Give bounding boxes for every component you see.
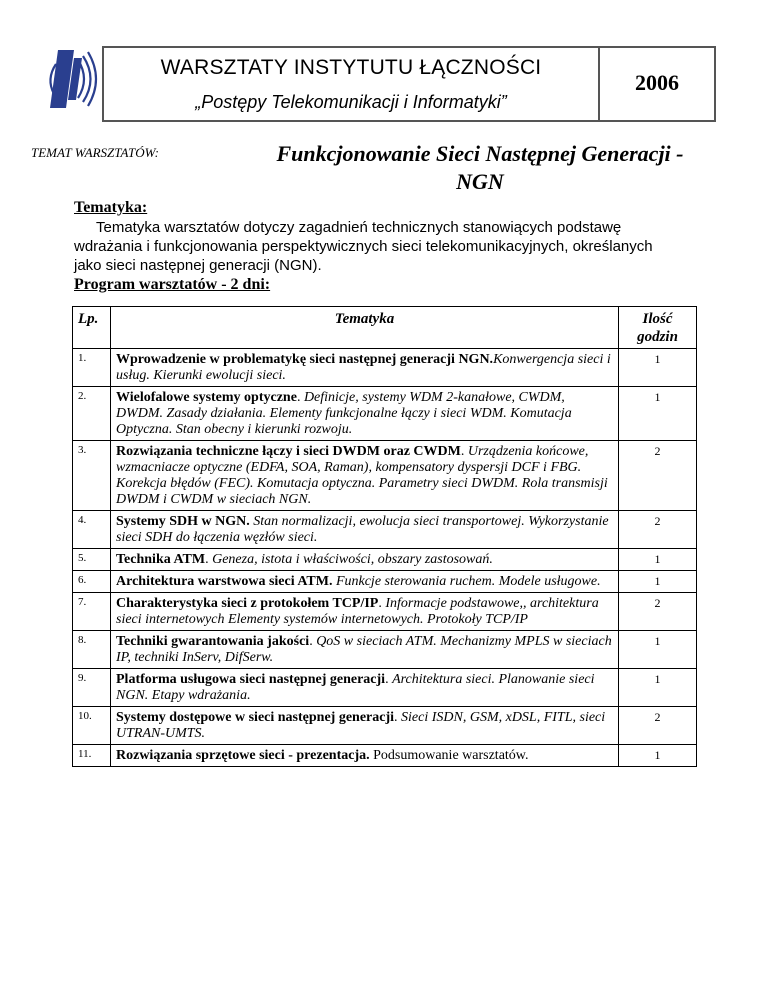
table-row — [73, 707, 697, 745]
row-topic-title: Systemy dostępowe w sieci następnej generacji — [116, 710, 395, 725]
row-topic-title: Platforma usługowa sieci następnej generacji — [116, 672, 386, 687]
row-hours: 2 — [619, 511, 697, 549]
program-table — [72, 306, 697, 767]
row-topic — [111, 669, 619, 707]
table-header-row — [73, 307, 697, 349]
row-topic-details: Stan normalizacji, ewolucja sieci transportowej. Wykorzystanie sieci SDH do łączenia węzłów sieci. — [116, 514, 609, 545]
row-topic — [111, 571, 619, 593]
workshop-subtitle: „Postępy Telekomunikacji i Informatyki” — [195, 92, 507, 112]
header-box — [102, 46, 716, 122]
row-number: 8. — [73, 631, 111, 669]
column-header-hours — [619, 307, 697, 349]
column-header-topic: Tematyka — [111, 307, 619, 349]
table-row — [73, 387, 697, 441]
row-topic-title: Systemy SDH w NGN. — [116, 514, 250, 529]
row-topic-sep: . — [296, 390, 304, 405]
row-hours: 1 — [619, 745, 697, 767]
row-number: 10. — [73, 707, 111, 745]
row-topic — [111, 349, 619, 387]
row-topic — [111, 707, 619, 745]
row-hours: 1 — [619, 549, 697, 571]
row-hours: 1 — [619, 349, 697, 387]
row-topic — [111, 631, 619, 669]
workshop-year: 2006 — [635, 70, 679, 95]
row-topic-title: Techniki gwarantowania jakości — [116, 634, 310, 649]
program-heading: Program warsztatów - 2 dni: — [74, 276, 271, 293]
row-topic — [111, 511, 619, 549]
table-row — [73, 631, 697, 669]
row-number: 1. — [73, 349, 111, 387]
topic-title-line1: Funkcjonowanie Sieci Następnej Generacji - — [276, 141, 684, 166]
row-topic — [111, 745, 619, 767]
institute-logo-icon — [44, 46, 102, 112]
row-hours: 2 — [619, 593, 697, 631]
row-topic-details: Informacje podstawowe,, architektura sieci internetowych Elementy systemów internetowych. Protokoły TCP/IP — [116, 596, 599, 627]
table-row — [73, 549, 697, 571]
row-topic-title: Technika ATM — [116, 552, 206, 567]
row-topic — [111, 387, 619, 441]
table-row — [73, 441, 697, 511]
row-topic-sep: . — [309, 634, 317, 649]
row-topic-title: Rozwiązania sprzętowe sieci - prezentacja. — [116, 748, 370, 763]
row-number: 4. — [73, 511, 111, 549]
row-topic — [111, 593, 619, 631]
row-topic-details: Funkcje sterowania ruchem. Modele usługowe. — [335, 574, 601, 589]
row-hours: 1 — [619, 631, 697, 669]
workshop-title: WARSZTATY INSTYTUTU ŁĄCZNOŚCI — [160, 56, 542, 79]
row-topic-sep: . — [385, 672, 393, 687]
row-number: 7. — [73, 593, 111, 631]
topic-title-line2: NGN — [456, 169, 504, 194]
table-row — [73, 349, 697, 387]
row-topic-sep: Podsumowanie warsztatów. — [369, 748, 529, 763]
table-row — [73, 593, 697, 631]
header-title-cell — [104, 48, 600, 120]
row-topic-title: Wprowadzenie w problematykę sieci następnej generacji NGN. — [116, 352, 494, 367]
row-topic-title: Architektura warstwowa sieci ATM. — [116, 574, 333, 589]
row-number: 6. — [73, 571, 111, 593]
row-topic-details: Definicje, systemy WDM 2-kanałowe, CWDM, DWDM. Zasady działania. Elementy funkcjonalne łączy i sieci WDM. Komutacja Optyczna. Stan obecny i kierunki rozwoju. — [116, 390, 572, 437]
row-topic — [111, 441, 619, 511]
table-row — [73, 669, 697, 707]
row-topic — [111, 549, 619, 571]
row-number: 2. — [73, 387, 111, 441]
tematyka-heading: Tematyka: — [74, 199, 148, 216]
row-hours: 2 — [619, 707, 697, 745]
row-number: 5. — [73, 549, 111, 571]
column-header-lp: Lp. — [73, 307, 111, 349]
column-header-hours-line2: godzin — [637, 329, 678, 345]
row-hours: 2 — [619, 441, 697, 511]
row-topic-title: Rozwiązania techniczne łączy i sieci DWDM oraz CWDM — [116, 444, 461, 459]
row-hours: 1 — [619, 387, 697, 441]
table-row — [73, 571, 697, 593]
row-topic-details: Urządzenia końcowe, wzmacniacze optyczne (EDFA, SOA, Raman), kompensatory dyspersji DCF i FBG. Korekcja błędów (FEC). Komutacja optyczna. Parametry sieci DWDM. Rola transmisji DWDM i CWDM w sieciach NGN. — [116, 444, 608, 507]
row-topic-sep: . — [394, 710, 402, 725]
topic-title — [250, 140, 710, 196]
row-topic-details: QoS w sieciach ATM. Mechanizmy MPLS w sieciach IP, techniki InServ, DifSerw. — [116, 634, 612, 665]
row-topic-details: Geneza, istota i właściwości, obszary zastosowań. — [212, 552, 493, 567]
row-topic-title: Charakterystyka sieci z protokołem TCP/IP — [116, 596, 379, 611]
row-number: 3. — [73, 441, 111, 511]
table-row — [73, 511, 697, 549]
table-row — [73, 745, 697, 767]
row-topic-title: Wielofalowe systemy optyczne — [116, 390, 297, 405]
tematyka-text: Tematyka warsztatów dotyczy zagadnień technicznych stanowiących podstawę wdrażania i funkcjonowania perspektywicznych sieci telekomunikacyjnych, określanych jako sieci następnej generacji (NGN). — [74, 219, 653, 274]
row-hours: 1 — [619, 571, 697, 593]
column-header-hours-line1: Ilość — [642, 311, 673, 327]
row-topic-sep: . — [205, 552, 213, 567]
row-topic-sep: . — [378, 596, 386, 611]
row-hours: 1 — [619, 669, 697, 707]
row-topic-details: Architektura sieci. Planowanie sieci NGN. Etapy wdrażania. — [116, 672, 595, 703]
row-number: 11. — [73, 745, 111, 767]
topic-label: TEMAT WARSZTATÓW: — [31, 145, 159, 160]
row-number: 9. — [73, 669, 111, 707]
row-topic-details: Konwergencja sieci i usług. Kierunki ewolucji sieci. — [116, 352, 611, 383]
row-topic-details: Sieci ISDN, GSM, xDSL, FITL, sieci UTRAN-UMTS. — [116, 710, 606, 741]
row-topic-sep: . — [460, 444, 468, 459]
